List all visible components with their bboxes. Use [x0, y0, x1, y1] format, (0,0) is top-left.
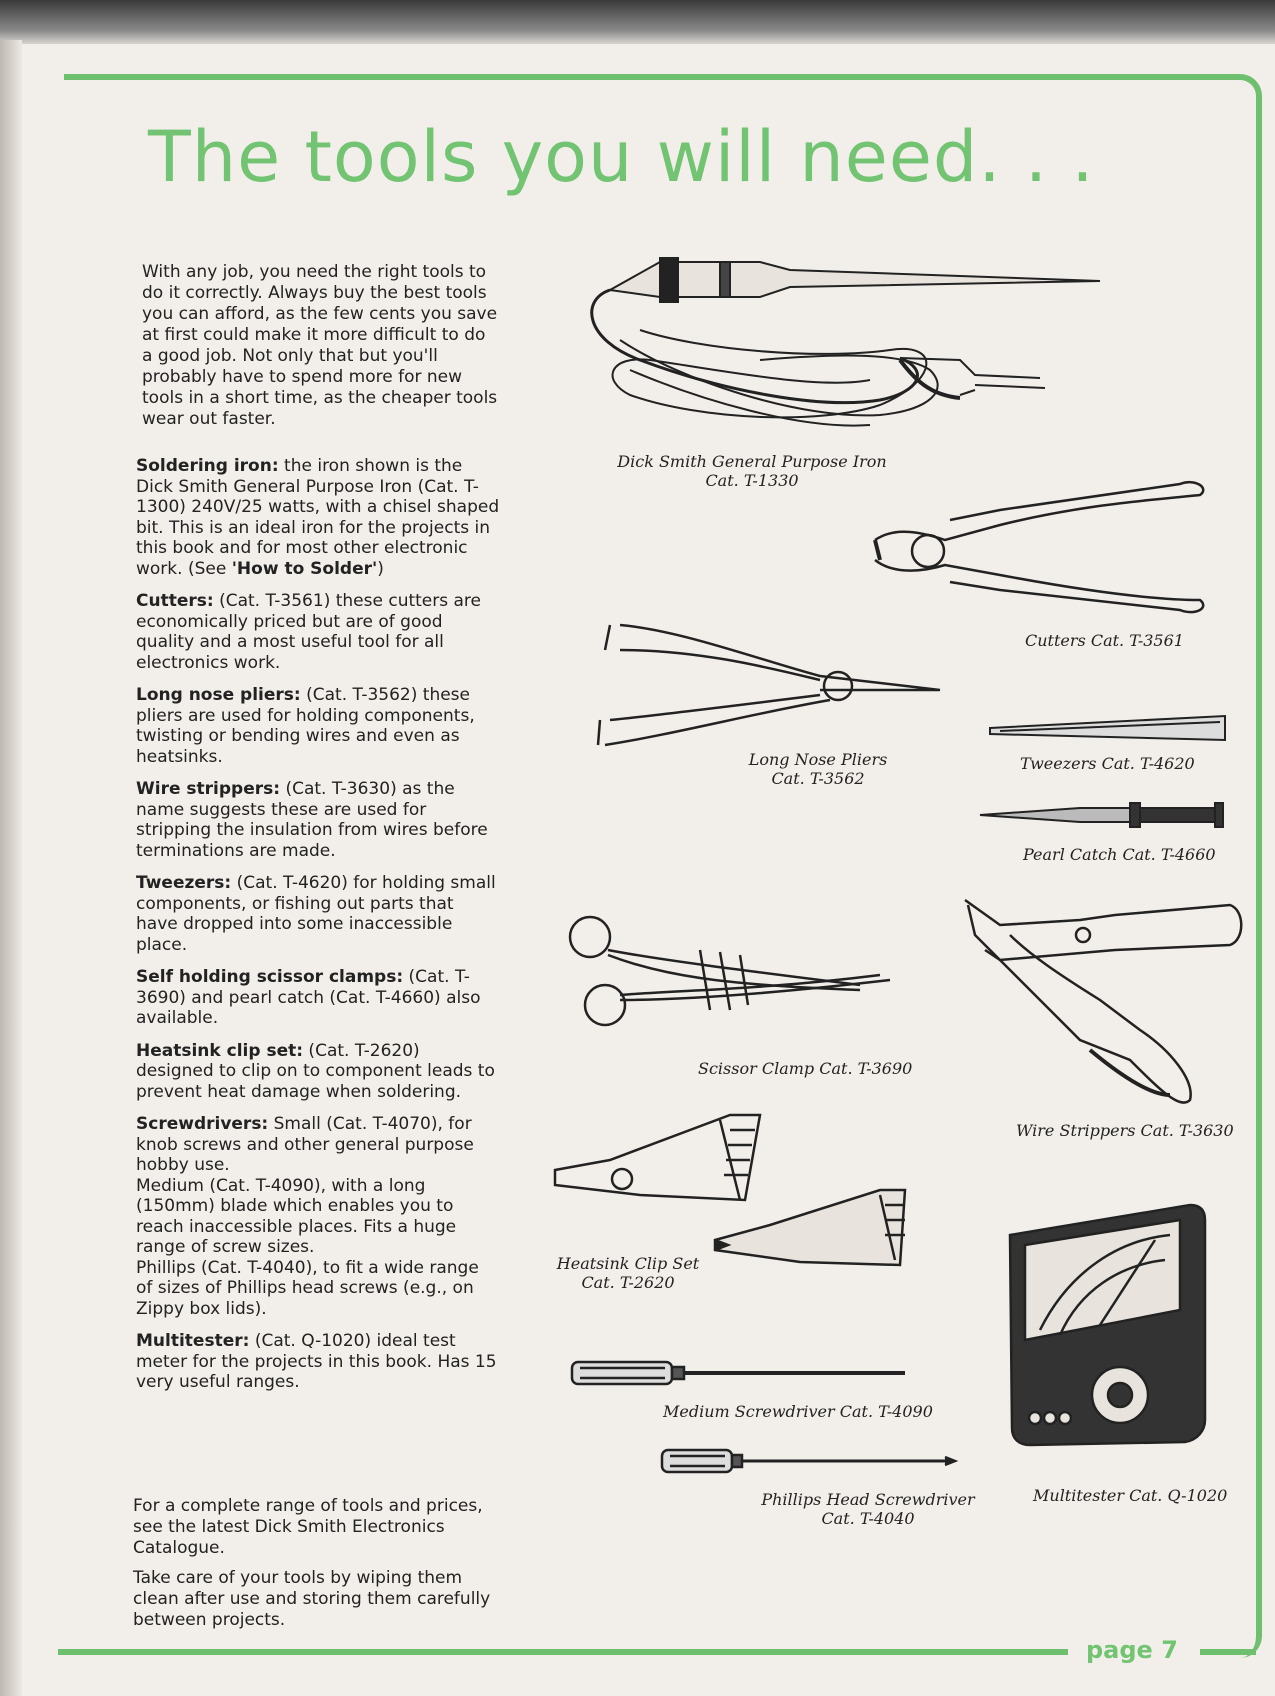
tool-entry-text-end: )	[377, 558, 384, 579]
long-nose-pliers-illustration	[598, 625, 940, 745]
tool-entry-name: Cutters:	[136, 591, 214, 611]
caption-soldering-iron: Dick Smith General Purpose Iron Cat. T-1330	[617, 452, 887, 490]
tool-entry-name: Wire strippers:	[136, 779, 281, 799]
phillips-screwdriver-illustration	[662, 1450, 955, 1472]
page-title: The tools you will need. . .	[148, 116, 1095, 198]
soldering-iron-illustration	[592, 258, 1100, 426]
tool-entry-text: (Cat. T-3562) these pliers are used for holding components, twisting or bending wires and even as heatsinks.	[136, 685, 475, 767]
caption-tweezers: Tweezers Cat. T-4620	[1020, 754, 1195, 773]
caption-medium-screwdriver: Medium Screwdriver Cat. T-4090	[663, 1402, 933, 1421]
catalogue-note: For a complete range of tools and prices, see the latest Dick Smith Electronics Catalogue.	[133, 1496, 483, 1558]
tool-entry-text: the iron shown is the Dick Smith General Purpose Iron (Cat. T-1300) 240V/25 watts, with a chisel shaped bit. This is an ideal iron for the projects in this book and for most other electronic work. (See	[136, 456, 500, 579]
wire-strippers-illustration	[965, 900, 1241, 1103]
caption-phillips-screwdriver: Phillips Head Screwdriver Cat. T-4040	[761, 1490, 975, 1528]
care-note: Take care of your tools by wiping them clean after use and storing them carefully between projects.	[133, 1568, 491, 1630]
cutters-illustration	[875, 482, 1203, 612]
tool-entry-text: (Cat. T-3630) as the name suggests these are used for stripping the insulation from wires before terminations are made.	[136, 779, 488, 861]
medium-screwdriver-illustration	[572, 1362, 905, 1384]
tool-entry-text: (Cat. T-3561) these cutters are economically priced but are of good quality and a most useful tool for all electronics work.	[136, 591, 481, 673]
caption-heatsink-clip: Heatsink Clip Set Cat. T-2620	[556, 1254, 700, 1292]
tool-entry-name: Tweezers:	[136, 873, 232, 893]
tool-entry-extra: Phillips (Cat. T-4040), to fit a wide range of sizes of Phillips head screws (e.g., on Zippy box lids).	[136, 1257, 479, 1319]
tool-entry-name: Soldering iron:	[136, 456, 279, 476]
tool-entry-name: Screwdrivers:	[136, 1114, 269, 1134]
multitester-illustration	[1010, 1205, 1205, 1445]
tool-entry-text: Small (Cat. T-4070), for knob screws and other general purpose hobby use.	[136, 1114, 474, 1175]
tool-entry-extra: Medium (Cat. T-4090), with a long (150mm) blade which enables you to reach inaccessible places. Fits a huge range of screw sizes.	[136, 1175, 457, 1257]
caption-multitester: Multitester Cat. Q-1020	[1033, 1486, 1228, 1505]
pearl-catch-illustration	[980, 803, 1223, 827]
tool-entry-text: (Cat. T-4620) for holding small components, or fishing out parts that have dropped into some inaccessible place.	[136, 873, 496, 955]
caption-pearl-catch: Pearl Catch Cat. T-4660	[1023, 845, 1216, 864]
intro-paragraph: With any job, you need the right tools to do it correctly. Always buy the best tools you can afford, as the few cents you save at first could make it more difficult to do a good job. Not only that but you'll probably have to spend more for new tools in a short time, as the cheaper tools wear out faster.	[142, 262, 498, 429]
caption-wire-strippers: Wire Strippers Cat. T-3630	[1016, 1121, 1234, 1140]
tool-entry-name: Multitester:	[136, 1331, 250, 1351]
tweezers-illustration	[990, 716, 1225, 740]
tool-entry-name: Long nose pliers:	[136, 685, 301, 705]
caption-long-nose-pliers: Long Nose Pliers Cat. T-3562	[748, 750, 888, 788]
tool-entry-text: (Cat. T-3690) and pearl catch (Cat. T-4660) also available.	[136, 967, 481, 1028]
tool-entry-text: (Cat. T-2620) designed to clip on to component leads to prevent heat damage when soldering.	[136, 1040, 495, 1102]
tool-entry-name: Heatsink clip set:	[136, 1040, 304, 1061]
cross-reference: 'How to Solder'	[231, 558, 378, 579]
tool-entry-text: (Cat. Q-1020) ideal test meter for the projects in this book. Has 15 very useful ranges.	[136, 1331, 497, 1392]
caption-scissor-clamp: Scissor Clamp Cat. T-3690	[698, 1059, 913, 1078]
heatsink-clip-illustration	[555, 1115, 905, 1265]
page-number: page 7	[1086, 1636, 1178, 1664]
tool-entry-name: Self holding scissor clamps:	[136, 967, 404, 987]
scissor-clamp-illustration	[570, 917, 890, 1025]
caption-cutters: Cutters Cat. T-3561	[1025, 631, 1184, 650]
